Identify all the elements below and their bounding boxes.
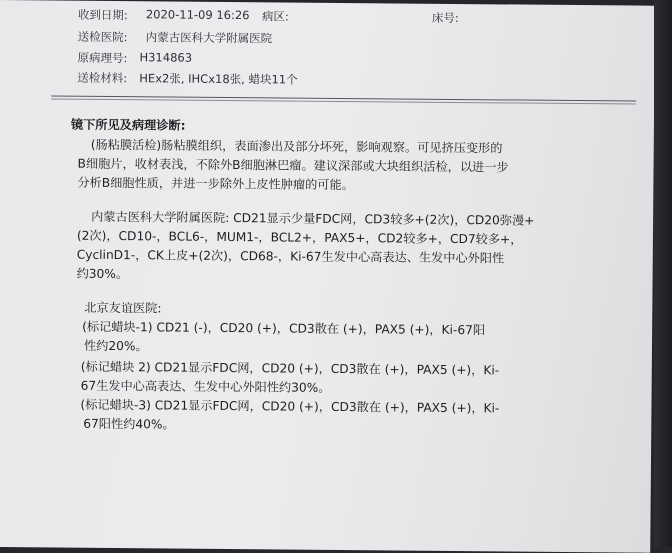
diagnosis-p1-line: B细胞片，收材表浅，不除外B细胞淋巴瘤。建议深部或大块组织活检，以进一步 — [77, 156, 509, 175]
beijing-block-line: (标记蜡块 2) CD21显示FDC网，CD20 (+)，CD3散在 (+)，PAX5 (+)，Ki- — [80, 359, 500, 378]
beijing-friendship-heading: 北京友谊医院: — [84, 300, 162, 316]
ihc-inner-mongolia-line: (2次)，CD10-，BCL6-，MUM1-，BCL2+，PAX5+，CD2较多+，CD7较多+， — [76, 228, 523, 247]
background-edge — [654, 0, 672, 547]
diagnosis-p1-line: (肠粘膜活检)肠粘膜组织，表面渗出及部分坏死，影响观察。可见挤压变形的 — [90, 137, 503, 156]
received-date-label: 收到日期: — [77, 7, 128, 23]
material-label: 送检材料: — [77, 70, 128, 86]
ihc-inner-mongolia-line: 内蒙古医科大学附属医院: CD21显示少量FDC网，CD3较多+(2次)，CD20弥漫+ — [91, 209, 535, 228]
beijing-block-line: 67生发中心高表达、生发中心外阳性约30%。 — [80, 378, 331, 395]
case-number-value: H314863 — [139, 50, 193, 65]
ward-label: 病区: — [261, 9, 289, 24]
ihc-inner-mongolia-line: 约30%。 — [76, 266, 129, 282]
beijing-block-line: (标记蜡块-3) CD21显示FDC网，CD20 (+)，CD3散在 (+)，PAX5 (+)，Ki- — [80, 397, 500, 416]
bed-label: 床号: — [431, 10, 459, 26]
beijing-block-line: (标记蜡块-1) CD21 (-)，CD20 (+)，CD3散在 (+)，PAX5 (+)，Ki-67阳 — [82, 319, 486, 338]
ihc-inner-mongolia-line: CyclinD1-，CK上皮+(2次)，CD68-，Ki-67生发中心高表达、生发中心外阳性 — [76, 247, 505, 266]
diagnosis-p1-line: 分析B细胞性质，并进一步除外上皮性肿瘤的可能。 — [77, 175, 354, 193]
beijing-block-line: 67阳性约40%。 — [83, 416, 175, 432]
hospital-label: 送检医院: — [77, 29, 128, 45]
hospital-value: 内蒙古医科大学附属医院 — [145, 30, 273, 46]
case-number-label: 原病理号: — [77, 50, 128, 66]
received-date-value: 2020-11-09 16:26 — [145, 7, 250, 23]
diagnosis-title: 镜下所见及病理诊断: — [70, 117, 186, 133]
material-value: HEx2张, IHCx18张, 蜡块11个 — [139, 71, 298, 87]
beijing-block-line: 性约20%。 — [83, 338, 148, 354]
